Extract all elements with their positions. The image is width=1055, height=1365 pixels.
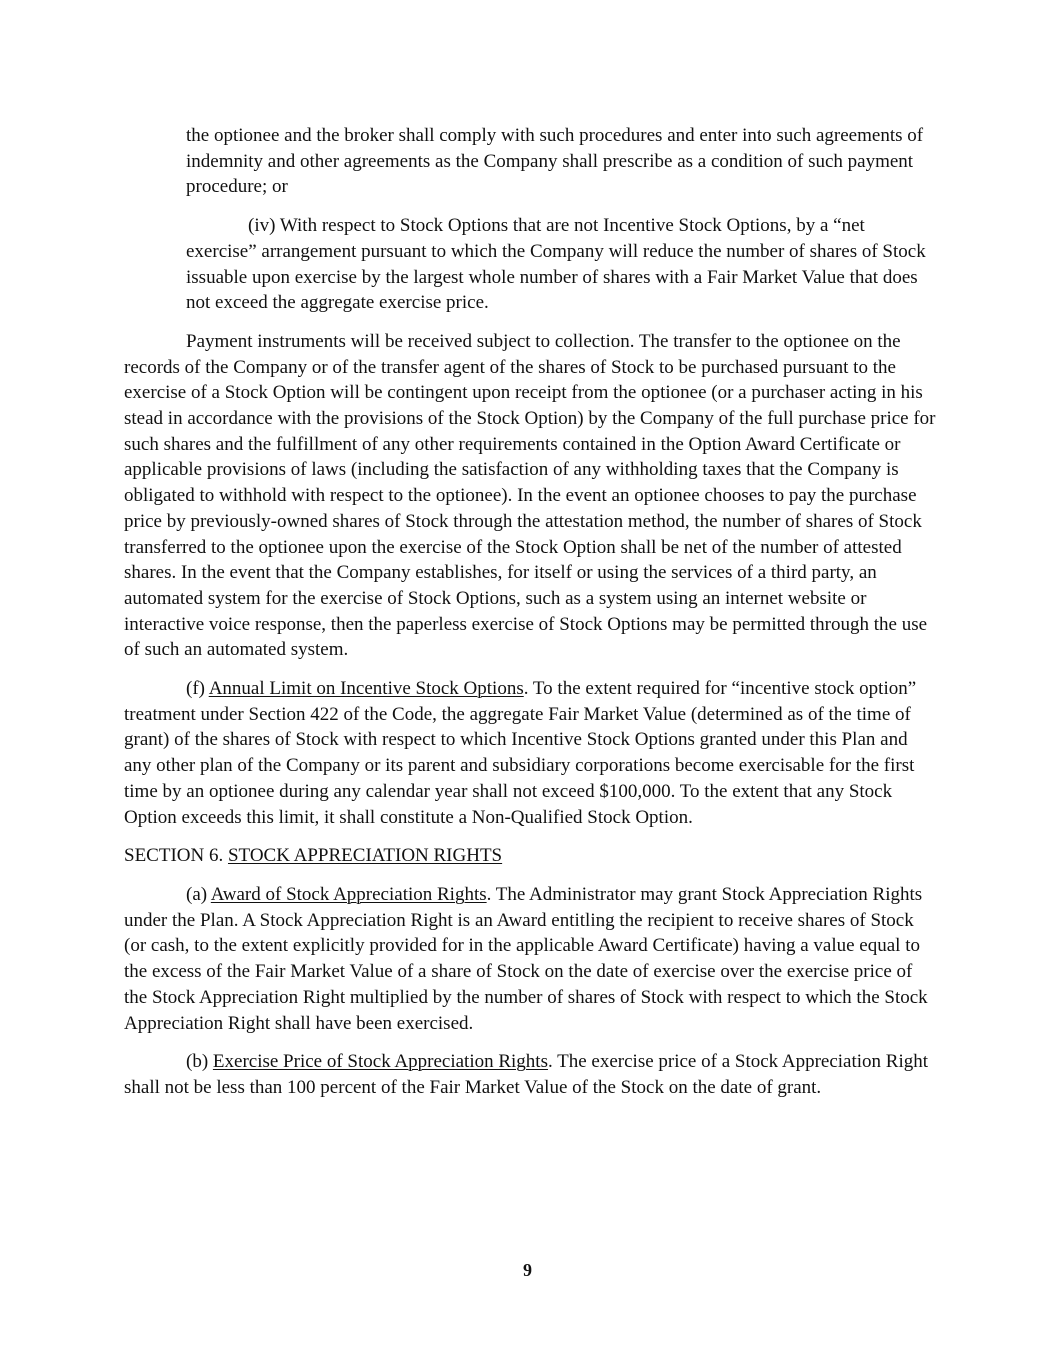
page-number: 9 bbox=[523, 1260, 532, 1280]
clause-heading: Award of Stock Appreciation Rights bbox=[210, 883, 487, 905]
clause-body: . The Administrator may grant Stock Appreciation Rights under the Plan. A Stock Appreciation Right is an Award entitling the recipient to receive shares of Stock (or cash, to the extent explicitly provided for in the applicable Award Certificate) having a value equal to the excess of the Fair Market Value of a share of Stock on the date of exercise over the exercise price of the Stock Appreciation Right multiplied by the number of shares of Stock with respect to which the Stock Appreciation Right shall have been exercised. bbox=[124, 883, 928, 1034]
section-number: SECTION 6. bbox=[124, 845, 228, 867]
paragraph-award-of-sar bbox=[124, 882, 936, 1036]
paragraph-net-exercise: (iv) With respect to Stock Options that are not Incentive Stock Options, by a “net exercise” arrangement pursuant to which the Company will reduce the number of shares of Stock issuable upon exercise by the largest whole number of shares with a Fair Market Value that does not exceed the aggregate exercise price. bbox=[186, 215, 926, 314]
section-heading bbox=[124, 843, 936, 869]
clause-label: (a) bbox=[186, 883, 211, 905]
paragraph-annual-limit bbox=[124, 676, 936, 830]
section-title: STOCK APPRECIATION RIGHTS bbox=[227, 845, 503, 867]
clause-body: . To the extent required for “incentive stock option” treatment under Section 422 of the Code, the aggregate Fair Market Value (determined as of the time of grant) of the shares of Stock with respect to which Incentive Stock Options granted under this Plan and any other plan of the Company or its parent and subsidiary corporations become exercisable for the first time by an optionee during any calendar year shall not exceed $100,000. To the extent that any Stock Option exceeds this limit, it shall constitute a Non-Qualified Stock Option. bbox=[124, 678, 917, 828]
clause-heading: Annual Limit on Incentive Stock Options bbox=[208, 678, 524, 700]
paragraph-exercise-price-of-sar bbox=[124, 1049, 936, 1100]
paragraph-payment-instruments: Payment instruments will be received subject to collection. The transfer to the optionee on the records of the Company or of the transfer agent of the shares of Stock to be purchased pursuant to the exercise of a Stock Option will be contingent upon receipt from the optionee (or a purchaser acting in his stead in accordance with the provisions of the Stock Option) by the Company of the full purchase price for such shares and the fulfillment of any other requirements contained in the Option Award Certificate or applicable provisions of laws (including the satisfaction of any withholding taxes that the Company is obligated to withhold with respect to the optionee). In the event an optionee chooses to pay the purchase price by previously-owned shares of Stock through the attestation method, the number of shares of Stock transferred to the optionee upon the exercise of the Stock Option shall be net of the number of attested shares. In the event that the Company establishes, for itself or using the services of a third party, an automated system for the exercise of Stock Options, such as a system using an internet website or interactive voice response, then the paperless exercise of Stock Options may be permitted through the use of such an automated system. bbox=[124, 330, 936, 661]
clause-heading: Exercise Price of Stock Appreciation Rights bbox=[212, 1051, 548, 1073]
clause-body: . The exercise price of a Stock Appreciation Right shall not be less than 100 percent of the Fair Market Value of the Stock on the date of grant. bbox=[124, 1051, 929, 1098]
clause-label: (f) bbox=[186, 678, 209, 700]
clause-label: (b) bbox=[186, 1051, 213, 1073]
paragraph-payment-procedure-continued: the optionee and the broker shall comply with such procedures and enter into such agreements of indemnity and other agreements as the Company shall prescribe as a condition of such payment procedure; or bbox=[186, 125, 924, 198]
document-page bbox=[124, 123, 936, 1114]
